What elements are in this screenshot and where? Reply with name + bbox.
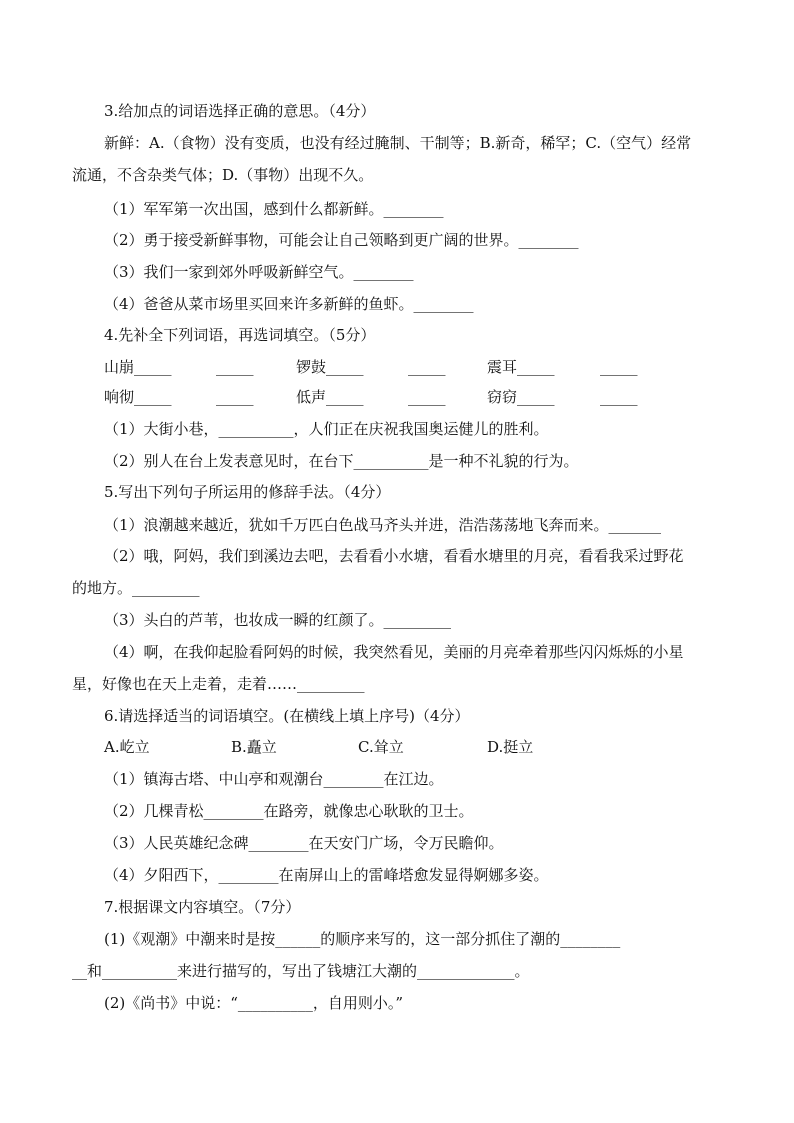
q4-word-row2-2: _____: [216, 388, 254, 406]
q4-heading: 4.先补全下列词语，再选词填空。（5分）: [104, 326, 376, 344]
q5-item-2-line1: （2）哦，阿妈，我们到溪边去吧，去看看小水塘，看看水塘里的月亮，看看我采过野花: [104, 547, 684, 565]
q4-word-row1-6: _____: [600, 358, 638, 376]
q3-heading: 3.给加点的词语选择正确的意思。（4分）: [104, 102, 376, 120]
q5-item-2-line2: 的地方。_________: [72, 579, 200, 597]
q5-item-3: （3）头白的芦苇，也妆成一瞬的红颜了。_________: [104, 611, 452, 629]
q4-word-row2-6: _____: [600, 388, 638, 406]
q4-word-row1-2: _____: [216, 358, 254, 376]
q6-item-2: （2）几棵青松________在路旁，就像忠心耿耿的卫士。: [104, 802, 474, 820]
q5-item-4-line1: （4）啊，在我仰起脸看阿妈的时候，我突然看见，美丽的月亮牵着那些闪闪烁烁的小星: [104, 643, 684, 661]
q4-word-row1-5: 震耳_____: [487, 358, 555, 376]
q3-item-3: （3）我们一家到郊外呼吸新鲜空气。________: [104, 263, 414, 281]
q4-word-row1-1: 山崩_____: [104, 358, 172, 376]
q6-item-3: （3）人民英雄纪念碑________在天安门广场，令万民瞻仰。: [104, 834, 504, 852]
q4-word-row2-5: 窃窃_____: [487, 388, 555, 406]
q4-item-1: （1）大街小巷，__________，人们正在庆祝我国奥运健儿的胜利。: [104, 420, 549, 438]
q6-option-b: B.矗立: [231, 738, 277, 756]
q6-option-a: A.屹立: [104, 738, 150, 756]
q4-word-row2-4: _____: [408, 388, 446, 406]
q6-option-c: C.耸立: [358, 738, 404, 756]
q3-definition-line1: 新鲜：A.（食物）没有变质，也没有经过腌制、干制等；B.新奇，稀罕；C.（空气）经常: [104, 134, 692, 152]
q3-item-4: （4）爸爸从菜市场里买回来许多新鲜的鱼虾。________: [104, 295, 474, 313]
q6-item-1: （1）镇海古塔、中山亭和观潮台________在江边。: [104, 770, 444, 788]
q4-word-row1-4: _____: [408, 358, 446, 376]
q7-item-1-line1: (1)《观潮》中潮来时是按______的顺序来写的，这一部分抓住了潮的________: [104, 930, 621, 948]
q5-item-1: （1）浪潮越来越近，犹如千万匹白色战马齐头并进，浩浩荡荡地飞奔而来。_______: [104, 516, 662, 534]
q3-definition-line2: 流通，不含杂类气体；D.（事物）出现不久。: [72, 166, 374, 184]
q5-item-4-line2: 星，好像也在天上走着，走着……_________: [72, 675, 365, 693]
q7-item-2: (2)《尚书》中说：“__________，自用则小。”: [104, 994, 404, 1012]
q4-word-row1-3: 锣鼓_____: [296, 358, 364, 376]
q5-heading: 5.写出下列句子所运用的修辞手法。（4分）: [104, 483, 391, 501]
q4-word-row2-1: 响彻_____: [104, 388, 172, 406]
q3-item-2: （2）勇于接受新鲜事物，可能会让自己领略到更广阔的世界。________: [104, 231, 579, 249]
q3-item-1: （1）军军第一次出国，感到什么都新鲜。________: [104, 200, 444, 218]
q6-option-d: D.挺立: [487, 738, 534, 756]
q6-item-4: （4）夕阳西下，________在南屏山上的雷峰塔愈发显得婀娜多姿。: [104, 866, 549, 884]
q4-word-row2-3: 低声_____: [296, 388, 364, 406]
q7-item-1-line2: __和__________来进行描写的，写出了钱塘江大潮的_____________。: [72, 962, 530, 980]
q4-item-2: （2）别人在台上发表意见时，在台下__________是一种不礼貌的行为。: [104, 452, 579, 470]
q7-heading: 7.根据课文内容填空。（7分）: [104, 898, 301, 916]
q6-heading: 6.请选择适当的词语填空。(在横线上填上序号)（4分）: [104, 707, 470, 725]
